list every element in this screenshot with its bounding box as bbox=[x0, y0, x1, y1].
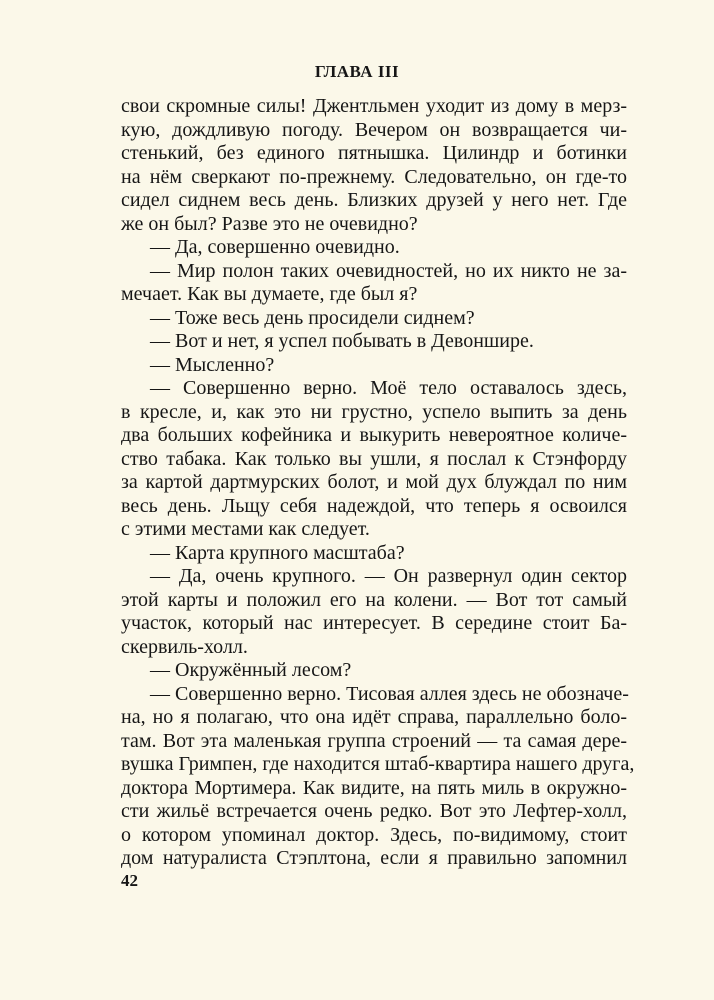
text-line: — Да, совершенно очевидно. bbox=[150, 236, 400, 258]
text-line: — Совершенно верно. Тисовая аллея здесь не обозначе- bbox=[150, 682, 629, 705]
text-line: — Окружённый лесом? bbox=[150, 659, 352, 681]
text-line: — Мир полон таких очевидностей, но их никто не за- bbox=[150, 259, 627, 282]
text-line: за картой дартмурских болот, и мой дух блуждал по ним bbox=[121, 471, 627, 493]
text-line: о котором упоминал доктор. Здесь, по-видимому, стоит bbox=[121, 823, 627, 846]
text-line: стенький, без единого пятнышка. Цилиндр и ботинки bbox=[121, 142, 627, 164]
text-line: этой карты и положил его на колени. — Вот тот самый bbox=[121, 588, 627, 611]
text-line: доктора Мортимера. Как видите, на пять миль в окружно- bbox=[121, 776, 627, 799]
text-line: — Мысленно? bbox=[150, 353, 275, 376]
text-line: — Совершенно верно. Моё тело оставалось здесь, bbox=[150, 377, 627, 399]
text-line: ство табака. Как только вы ушли, я послал к Стэнфорду bbox=[121, 447, 627, 470]
text-line: — Вот и нет, я успел побывать в Девоншире. bbox=[150, 330, 534, 352]
text-line: скервиль-холл. bbox=[121, 635, 248, 658]
text-line: кую, дождливую погоду. Вечером он возвращается чи- bbox=[121, 118, 627, 141]
text-line: — Карта крупного масштаба? bbox=[150, 541, 405, 564]
text-line: мечает. Как вы думаете, где был я? bbox=[121, 283, 418, 305]
text-line: участок, который нас интересует. В середине стоит Ба- bbox=[121, 612, 627, 634]
text-line: там. Вот эта маленькая группа строений — та самая дере- bbox=[121, 729, 627, 752]
text-line: в кресле, и, как это ни грустно, успело выпить за день bbox=[121, 400, 627, 423]
text-line: сидел сиднем весь день. Близких друзей у него нет. Где bbox=[121, 189, 627, 211]
text-line: — Да, очень крупного. — Он развернул один сектор bbox=[150, 565, 627, 587]
text-line: — Тоже весь день просидели сиднем? bbox=[150, 306, 475, 329]
text-line: свои скромные силы! Джентльмен уходит из дому в мерз- bbox=[121, 95, 627, 117]
body-text bbox=[121, 95, 635, 871]
text-line: с этими местами как следует. bbox=[121, 518, 370, 540]
text-line: весь день. Льщу себя надеждой, что теперь я освоился bbox=[121, 494, 627, 517]
text-line: два больших кофейника и выкурить невероятное количе- bbox=[121, 424, 627, 446]
text-line: же он был? Разве это не очевидно? bbox=[121, 212, 418, 235]
text-line: на, но я полагаю, что она идёт справа, параллельно боло- bbox=[121, 706, 627, 728]
text-line: дом натуралиста Стэплтона, если я правильно запомнил bbox=[121, 847, 627, 869]
text-line: вушка Гримпен, где находится штаб-квартира нашего друга, bbox=[121, 753, 635, 775]
text-line: на нём сверкают по-прежнему. Следовательно, он где-то bbox=[121, 165, 627, 188]
chapter-title: ГЛАВА III bbox=[314, 62, 400, 81]
page-number: 42 bbox=[121, 871, 138, 890]
text-line: сти жильё встречается очень редко. Вот это Лефтер-холл, bbox=[121, 800, 627, 822]
